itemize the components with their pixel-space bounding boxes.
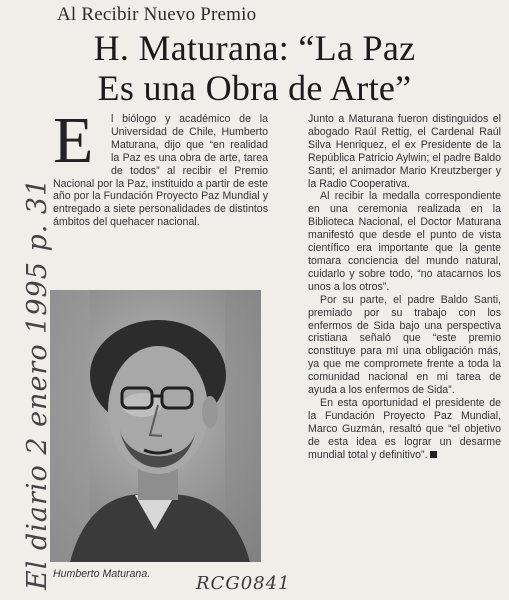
portrait-photo [50, 290, 261, 562]
handwritten-source-note: El diario 2 enero 1995 p. 31 [22, 177, 53, 590]
headline-line-2: Es una Obra de Arte” [97, 68, 412, 108]
headline-line-1: H. Maturana: “La Paz [93, 28, 416, 68]
portrait-image [50, 290, 261, 562]
end-mark [430, 451, 437, 458]
left-column [53, 104, 268, 229]
archive-code: RCG0841 [196, 573, 291, 594]
dropcap: E [53, 104, 94, 177]
right-column [308, 113, 501, 461]
kicker: Al Recibir Nuevo Premio [57, 4, 257, 25]
headline [0, 28, 509, 108]
paragraph-4 [308, 397, 501, 462]
paragraph-2: Al recibir la medalla correspondiente en una ceremonia realizada en la Biblioteca Nacional, el Doctor Maturana manifestó que desde el punto de vista científico era importante que la gente tomara conciencia del mundo natural, cuidarlo y sobre todo, “no atacarnos los unos a los otros”. [308, 190, 501, 293]
photo-caption: Humberto Maturana. [53, 568, 151, 580]
paragraph-3: Por su parte, el padre Baldo Santi, premiado por su trabajo con los enfermos de Sida bajo una perspectiva cristiana señaló que “este premio constituye para mí una obligación más, ya que me compromete frente a toda la comunidad nacional en mi tarea de ayuda a los enfermos de Sida”. [308, 293, 501, 397]
paragraph-1: Junto a Maturana fueron distinguidos el abogado Raúl Rettig, el Cardenal Raúl Silva Henriquez, el ex Presidente de la República Patricio Aylwin; el padre Baldo Santi; el animador Mario Kreutzberger y la Radio Cooperativa. [308, 113, 501, 190]
intro-paragraph: l biólogo y académico de la Universidad de Chile, Humberto Maturana, dijo que “en realidad la Paz es una obra de arte, tarea de todos” al recibir el Premio Nacional por la Paz, instituido a partir de este año por la Fundación Proyecto Paz Mundial y entregado a siete personalidades de distintos ámbitos del quehacer nacional. [53, 113, 268, 229]
paragraph-4-text: En esta oportunidad el presidente de la Fundación Proyecto Paz Mundial, Marco Guzmán, resaltó que “el objetivo de esta idea es lograr un desarme mundial total y definitivo”. [308, 396, 501, 461]
